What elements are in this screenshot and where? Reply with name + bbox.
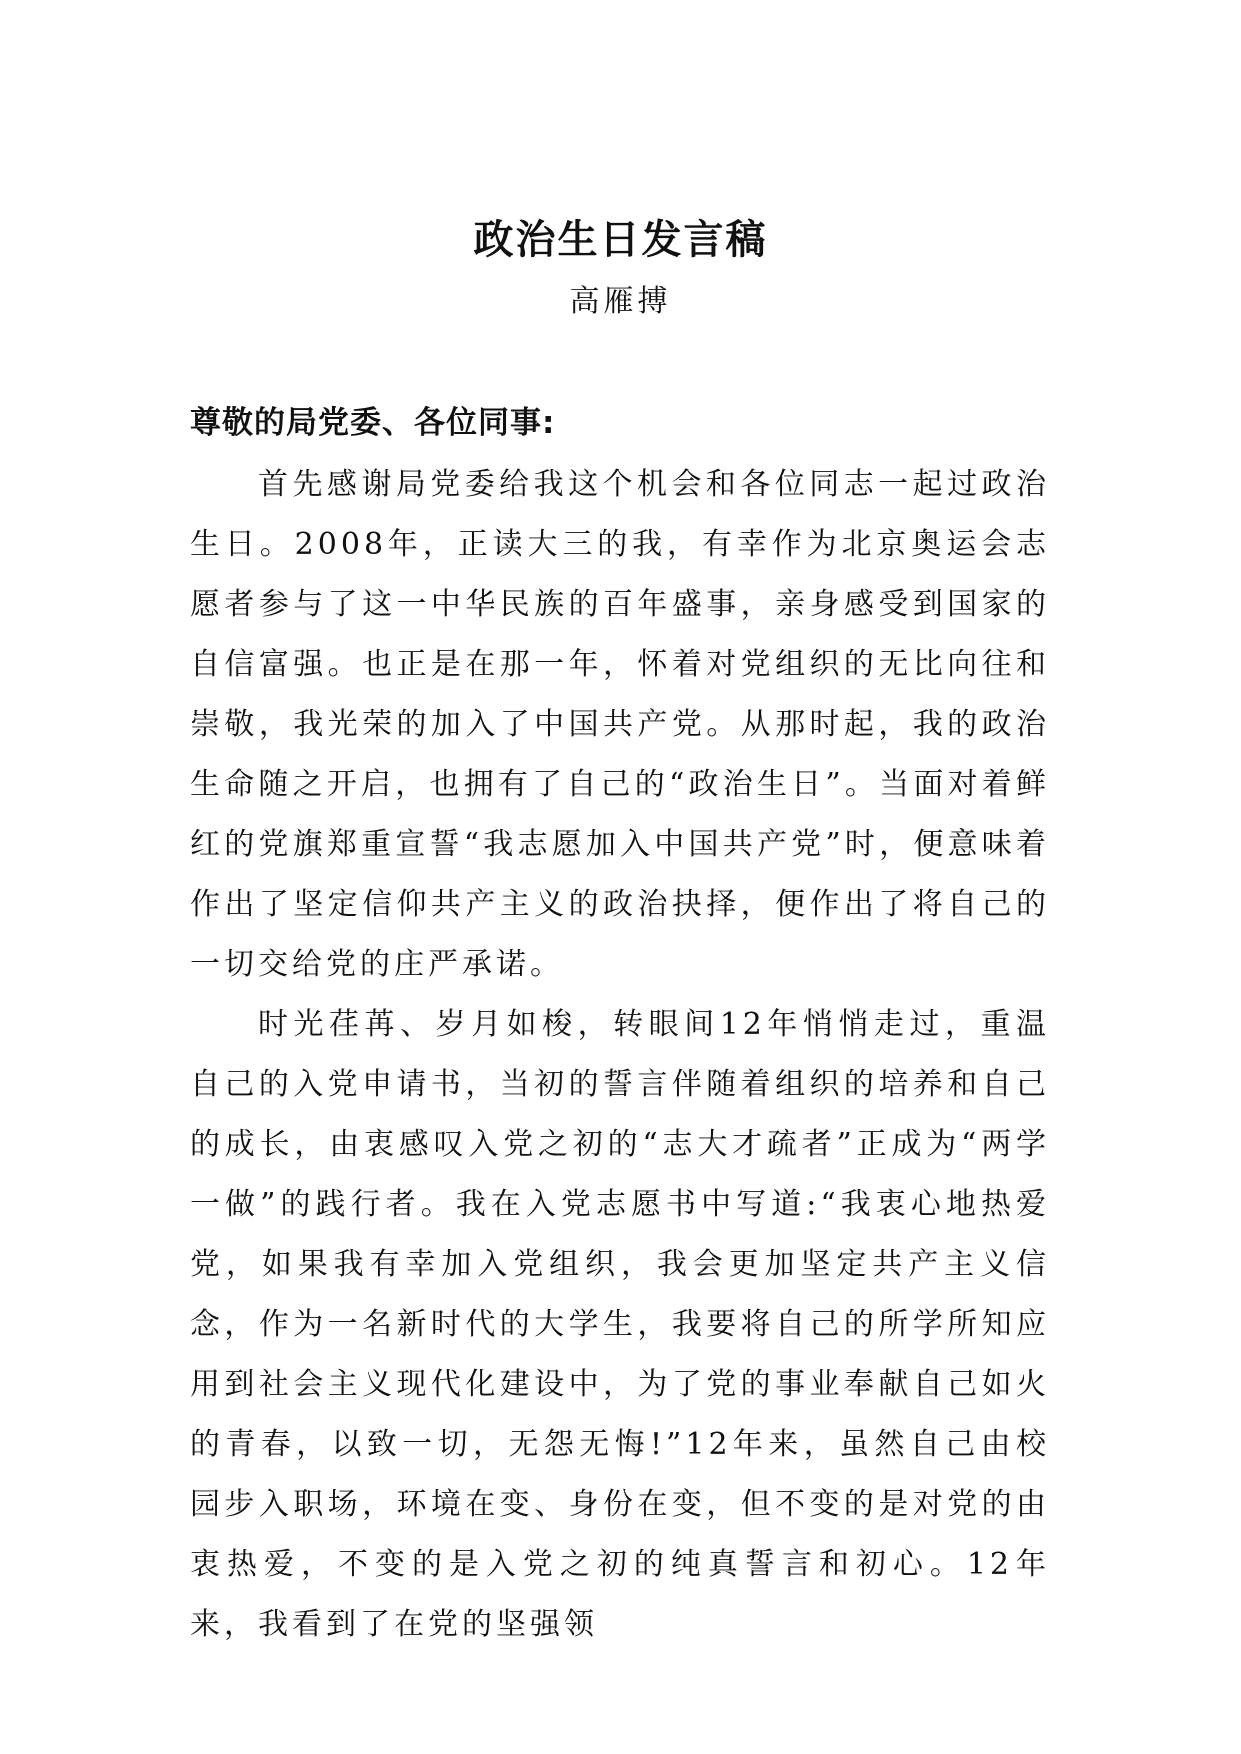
- paragraph-1: 首先感谢局党委给我这个机会和各位同志一起过政治生日。2008年，正读大三的我，有幸作为北京奥运会志愿者参与了这一中华民族的百年盛事，亲身感受到国家的自信富强。也正是在那一年，怀着对党组织的无比向往和崇敬，我光荣的加入了中国共产党。从那时起，我的政治生命随之开启，也拥有了自己的“政治生日”。当面对着鲜红的党旗郑重宣誓“我志愿加入中国共产党”时，便意味着作出了坚定信仰共产主义的政治抉择，便作出了将自己的一切交给党的庄严承诺。: [190, 467, 1050, 982]
- author-name: 高雁搏: [569, 284, 672, 319]
- document-title: 政治生日发言稿: [473, 217, 768, 263]
- paragraph-2: 时光荏苒、岁月如梭，转眼间12年悄悄走过，重温自己的入党申请书，当初的誓言伴随着组织的培养和自己的成长，由衷感叹入党之初的“志大才疏者”正成为“两学一做”的践行者。我在入党志愿书中写道:“我衷心地热爱党，如果我有幸加入党组织，我会更加坚定共产主义信念，作为一名新时代的大学生，我要将自己的所学所知应用到社会主义现代化建设中，为了党的事业奉献自己如火的青春，以致一切，无怨无悔!”12年来，虽然自己由校园步入职场，环境在变、身份在变，但不变的是对党的由衷热爱，不变的是入党之初的纯真誓言和初心。12年来，我看到了在党的坚强领: [190, 1007, 1050, 1642]
- salutation: 尊敬的局党委、各位同事:: [190, 405, 556, 441]
- body-text: [190, 455, 1050, 1655]
